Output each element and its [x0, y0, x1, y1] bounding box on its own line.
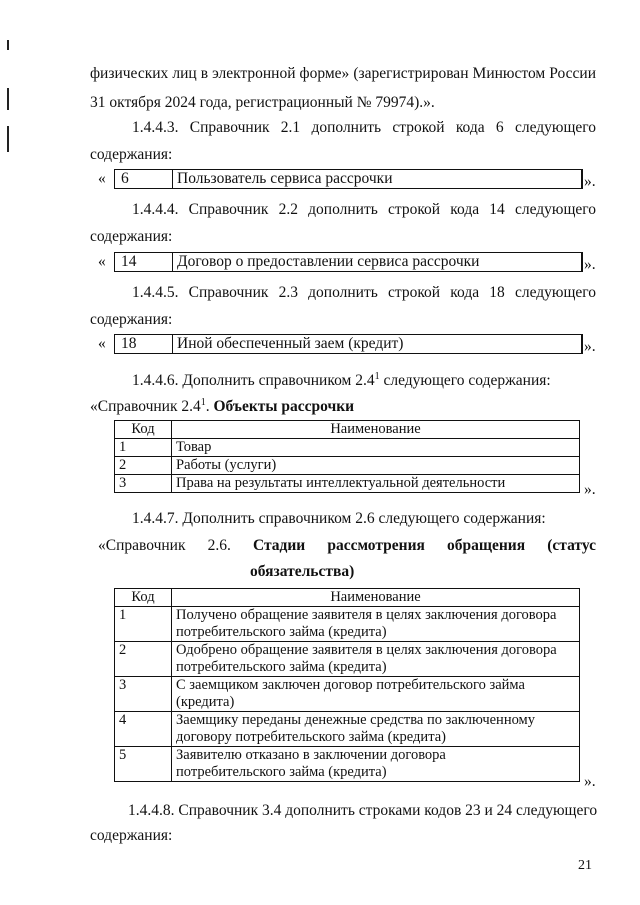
entry-code: 18 — [121, 335, 137, 352]
entry-code: 6 — [121, 170, 129, 187]
margin-mark — [7, 88, 9, 110]
paragraph-1444-line-2: содержания: — [90, 228, 173, 245]
cell-code: 3 — [115, 677, 172, 712]
close-quote: ». — [584, 481, 596, 498]
table-header-row — [115, 421, 580, 439]
reference-2-6-heading-line-1 — [98, 536, 596, 556]
table-row — [115, 642, 580, 677]
paragraph-1448-line-2: содержания: — [90, 827, 173, 844]
cell-code: 5 — [115, 747, 172, 782]
table-row — [115, 677, 580, 712]
table-row — [115, 475, 580, 493]
cell-name-line: договору потребительского займа (кредита) — [176, 729, 446, 745]
cell-code: 2 — [115, 642, 172, 677]
intro-line-1: физических лиц в электронной форме» (зарегистрирован Минюстом России — [90, 65, 596, 82]
entry-name: Пользователь сервиса рассрочки — [177, 170, 393, 187]
entry-name: Договор о предоставлении сервиса рассрочки — [177, 253, 480, 270]
paragraph-1446 — [132, 367, 551, 391]
cell-name — [172, 712, 580, 747]
paragraph-1448-line-1: 1.4.4.8. Справочник 3.4 дополнить строками кодов 23 и 24 следующего — [128, 802, 598, 819]
table-row — [115, 439, 580, 457]
paragraph-1443-line-1: 1.4.4.3. Справочник 2.1 дополнить строкой кода 6 следующего — [132, 119, 596, 136]
heading-word: Стадии — [252, 537, 306, 554]
page-number: 21 — [578, 858, 592, 873]
superscript: 1 — [374, 371, 380, 382]
cell-name-line: потребительского займа (кредита) — [176, 659, 387, 675]
cell-name — [172, 677, 580, 712]
table-row — [115, 457, 580, 475]
entry-name: Иной обеспеченный заем (кредит) — [177, 335, 404, 352]
paragraph-1445-line-2: содержания: — [90, 311, 173, 328]
heading-prefix: «Справочник 2.4 — [90, 398, 201, 416]
table-reference-2-6 — [114, 588, 580, 782]
column-header-name: Наименование — [172, 589, 580, 607]
cell-name-line: потребительского займа (кредита) — [176, 764, 387, 780]
table-row — [115, 712, 580, 747]
cell-code: 1 — [115, 439, 172, 457]
table-header-row — [115, 589, 580, 607]
intro-line-2: 31 октября 2024 года, регистрационный № 79974).». — [90, 94, 435, 111]
column-header-code: Код — [115, 421, 172, 439]
entry-box — [114, 252, 583, 272]
column-separator — [172, 170, 173, 188]
cell-name-line: Получено обращение заявителя в целях заключения договора — [176, 607, 557, 623]
reference-2-4-heading — [90, 393, 354, 417]
column-header-code: Код — [115, 589, 172, 607]
column-separator — [172, 253, 173, 271]
margin-mark — [7, 126, 9, 152]
cell-name — [172, 747, 580, 782]
heading-dot: . — [205, 398, 214, 416]
cell-code: 4 — [115, 712, 172, 747]
cell-name-line: Одобрено обращение заявителя в целях заключения договора — [176, 642, 557, 658]
table-row — [115, 607, 580, 642]
entry-box — [114, 334, 583, 354]
paragraph-1443-line-2: содержания: — [90, 146, 173, 163]
heading-word: (статус — [547, 537, 596, 554]
entry-row-1444 — [90, 252, 600, 272]
heading-word: обращения — [447, 537, 526, 554]
entry-row-1443 — [90, 169, 600, 189]
cell-name: Работы (услуги) — [172, 457, 580, 475]
paragraph-1446-text: 1.4.4.6. Дополнить справочником 2.4 — [132, 372, 375, 390]
cell-name: Товар — [172, 439, 580, 457]
cell-name: Права на результаты интеллектуальной деятельности — [172, 475, 580, 493]
reference-2-6-heading-line-2: обязательства) — [250, 563, 355, 580]
entry-code: 14 — [121, 253, 137, 270]
cell-name — [172, 642, 580, 677]
open-quote: « — [98, 335, 106, 352]
cell-code: 3 — [115, 475, 172, 493]
heading-word: 2.6. — [207, 537, 231, 554]
paragraph-1446-text-after: следующего содержания: — [379, 372, 551, 390]
paragraph-1444-line-1: 1.4.4.4. Справочник 2.2 дополнить строкой кода 14 следующего — [132, 201, 596, 218]
margin-mark — [7, 40, 9, 50]
cell-name-line: Заявителю отказано в заключении договора — [176, 747, 446, 763]
entry-box — [114, 169, 583, 189]
close-quote: ». — [584, 338, 596, 355]
cell-code: 1 — [115, 607, 172, 642]
cell-name-line: (кредита) — [176, 694, 235, 710]
cell-name-line: С заемщиком заключен договор потребительского займа — [176, 677, 525, 693]
paragraph-1445-line-1: 1.4.4.5. Справочник 2.3 дополнить строкой кода 18 следующего — [132, 284, 596, 301]
cell-code: 2 — [115, 457, 172, 475]
table-reference-2-4 — [114, 420, 580, 493]
heading-title: Объекты рассрочки — [213, 398, 355, 416]
column-header-name: Наименование — [172, 421, 580, 439]
cell-name-line: Заемщику переданы денежные средства по заключенному — [176, 712, 535, 728]
open-quote: « — [98, 170, 106, 187]
cell-name-line: потребительского займа (кредита) — [176, 624, 387, 640]
close-quote: ». — [584, 256, 596, 273]
close-quote: ». — [584, 173, 596, 190]
heading-word: «Справочник — [98, 537, 186, 554]
entry-row-1445 — [90, 334, 600, 354]
table-row — [115, 747, 580, 782]
open-quote: « — [98, 253, 106, 270]
column-separator — [172, 335, 173, 353]
cell-name — [172, 607, 580, 642]
paragraph-1447: 1.4.4.7. Дополнить справочником 2.6 следующего содержания: — [132, 510, 546, 527]
close-quote: ». — [584, 773, 596, 790]
heading-word: рассмотрения — [327, 537, 425, 554]
superscript: 1 — [200, 397, 206, 408]
